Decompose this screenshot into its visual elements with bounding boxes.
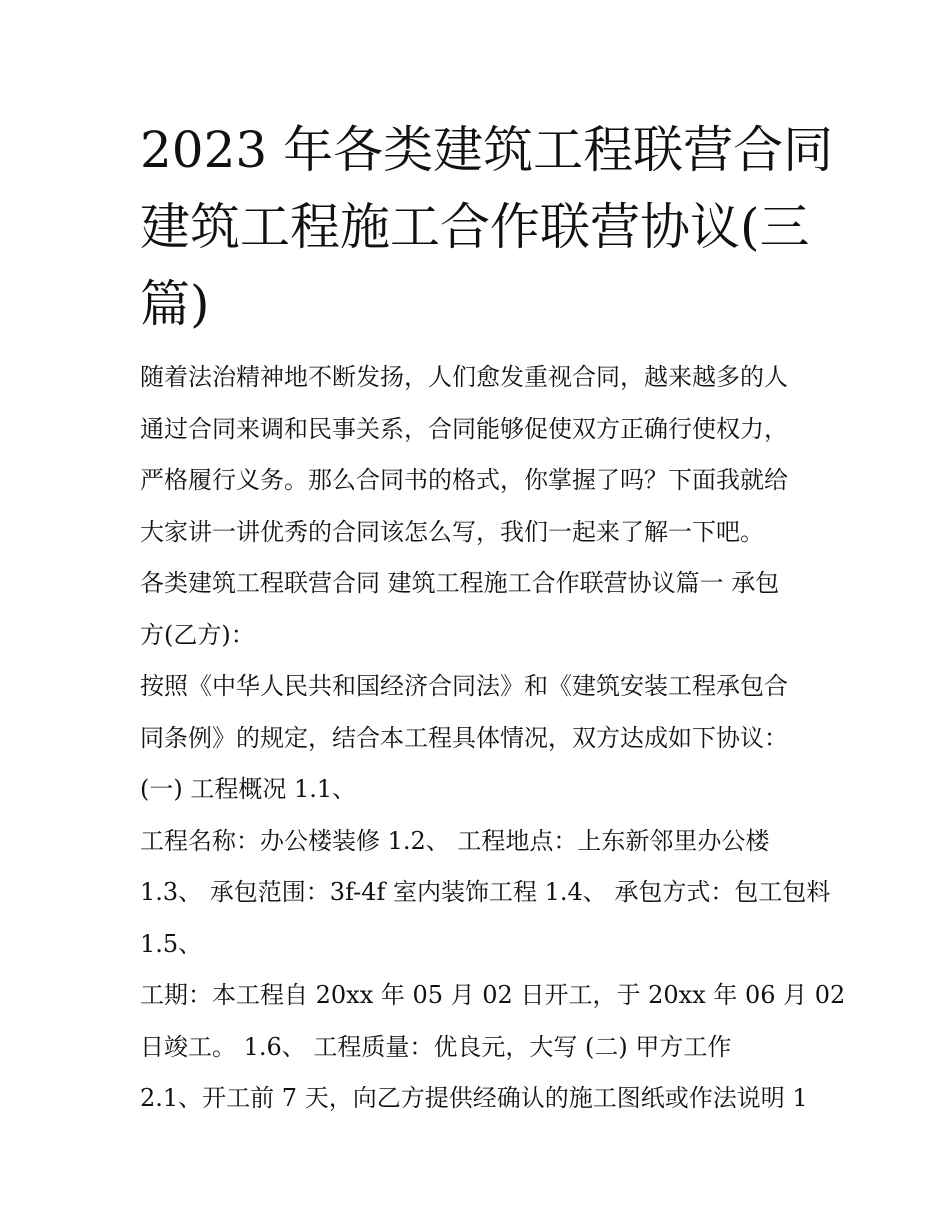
body-line: 随着法治精神地不断发扬，人们愈发重视合同，越来越多的人 xyxy=(140,363,788,391)
title-line-1: 2023 年各类建筑工程联营合同 xyxy=(140,121,834,179)
body-line: (一) 工程概况 1.1、 xyxy=(140,775,357,803)
body-line: 各类建筑工程联营合同 建筑工程施工合作联营协议篇一 承包 xyxy=(140,569,780,597)
body-line: 大家讲一讲优秀的合同该怎么写，我们一起来了解一下吧。 xyxy=(140,517,764,546)
body-line: 1.5、 xyxy=(140,929,203,958)
body-line: 1.3、 承包范围：3f-4f 室内装饰工程 1.4、 承包方式：包工包料 xyxy=(140,878,831,906)
body-line: 按照《中华人民共和国经济合同法》和《建筑安装工程承包合 xyxy=(140,672,788,700)
body-line: 严格履行义务。那么合同书的格式，你掌握了吗？下面我就给 xyxy=(140,466,788,494)
body-line: 日竣工。 1.6、 工程质量：优良元，大写 (二) 甲方工作 xyxy=(140,1032,732,1061)
body-line: 2.1、开工前 7 天，向乙方提供经确认的施工图纸或作法说明 1 xyxy=(140,1084,808,1112)
document-body xyxy=(140,352,846,1125)
body-line: 工程名称：办公楼装修 1.2、 工程地点：上东新邻里办公楼 xyxy=(140,826,770,855)
title-line-3: 篇) xyxy=(140,275,210,333)
title-line-2: 建筑工程施工合作联营协议(三 xyxy=(140,198,810,256)
body-line: 工期：本工程自 20xx 年 05 月 02 日开工，于 20xx 年 06 月 02 xyxy=(140,981,846,1009)
body-line: 同条例》的规定，结合本工程具体情况，双方达成如下协议： xyxy=(140,723,788,752)
body-line: 通过合同来调和民事关系，合同能够促使双方正确行使权力， xyxy=(140,414,788,443)
body-line: 方(乙方)： xyxy=(140,620,255,649)
document-title xyxy=(140,112,834,343)
